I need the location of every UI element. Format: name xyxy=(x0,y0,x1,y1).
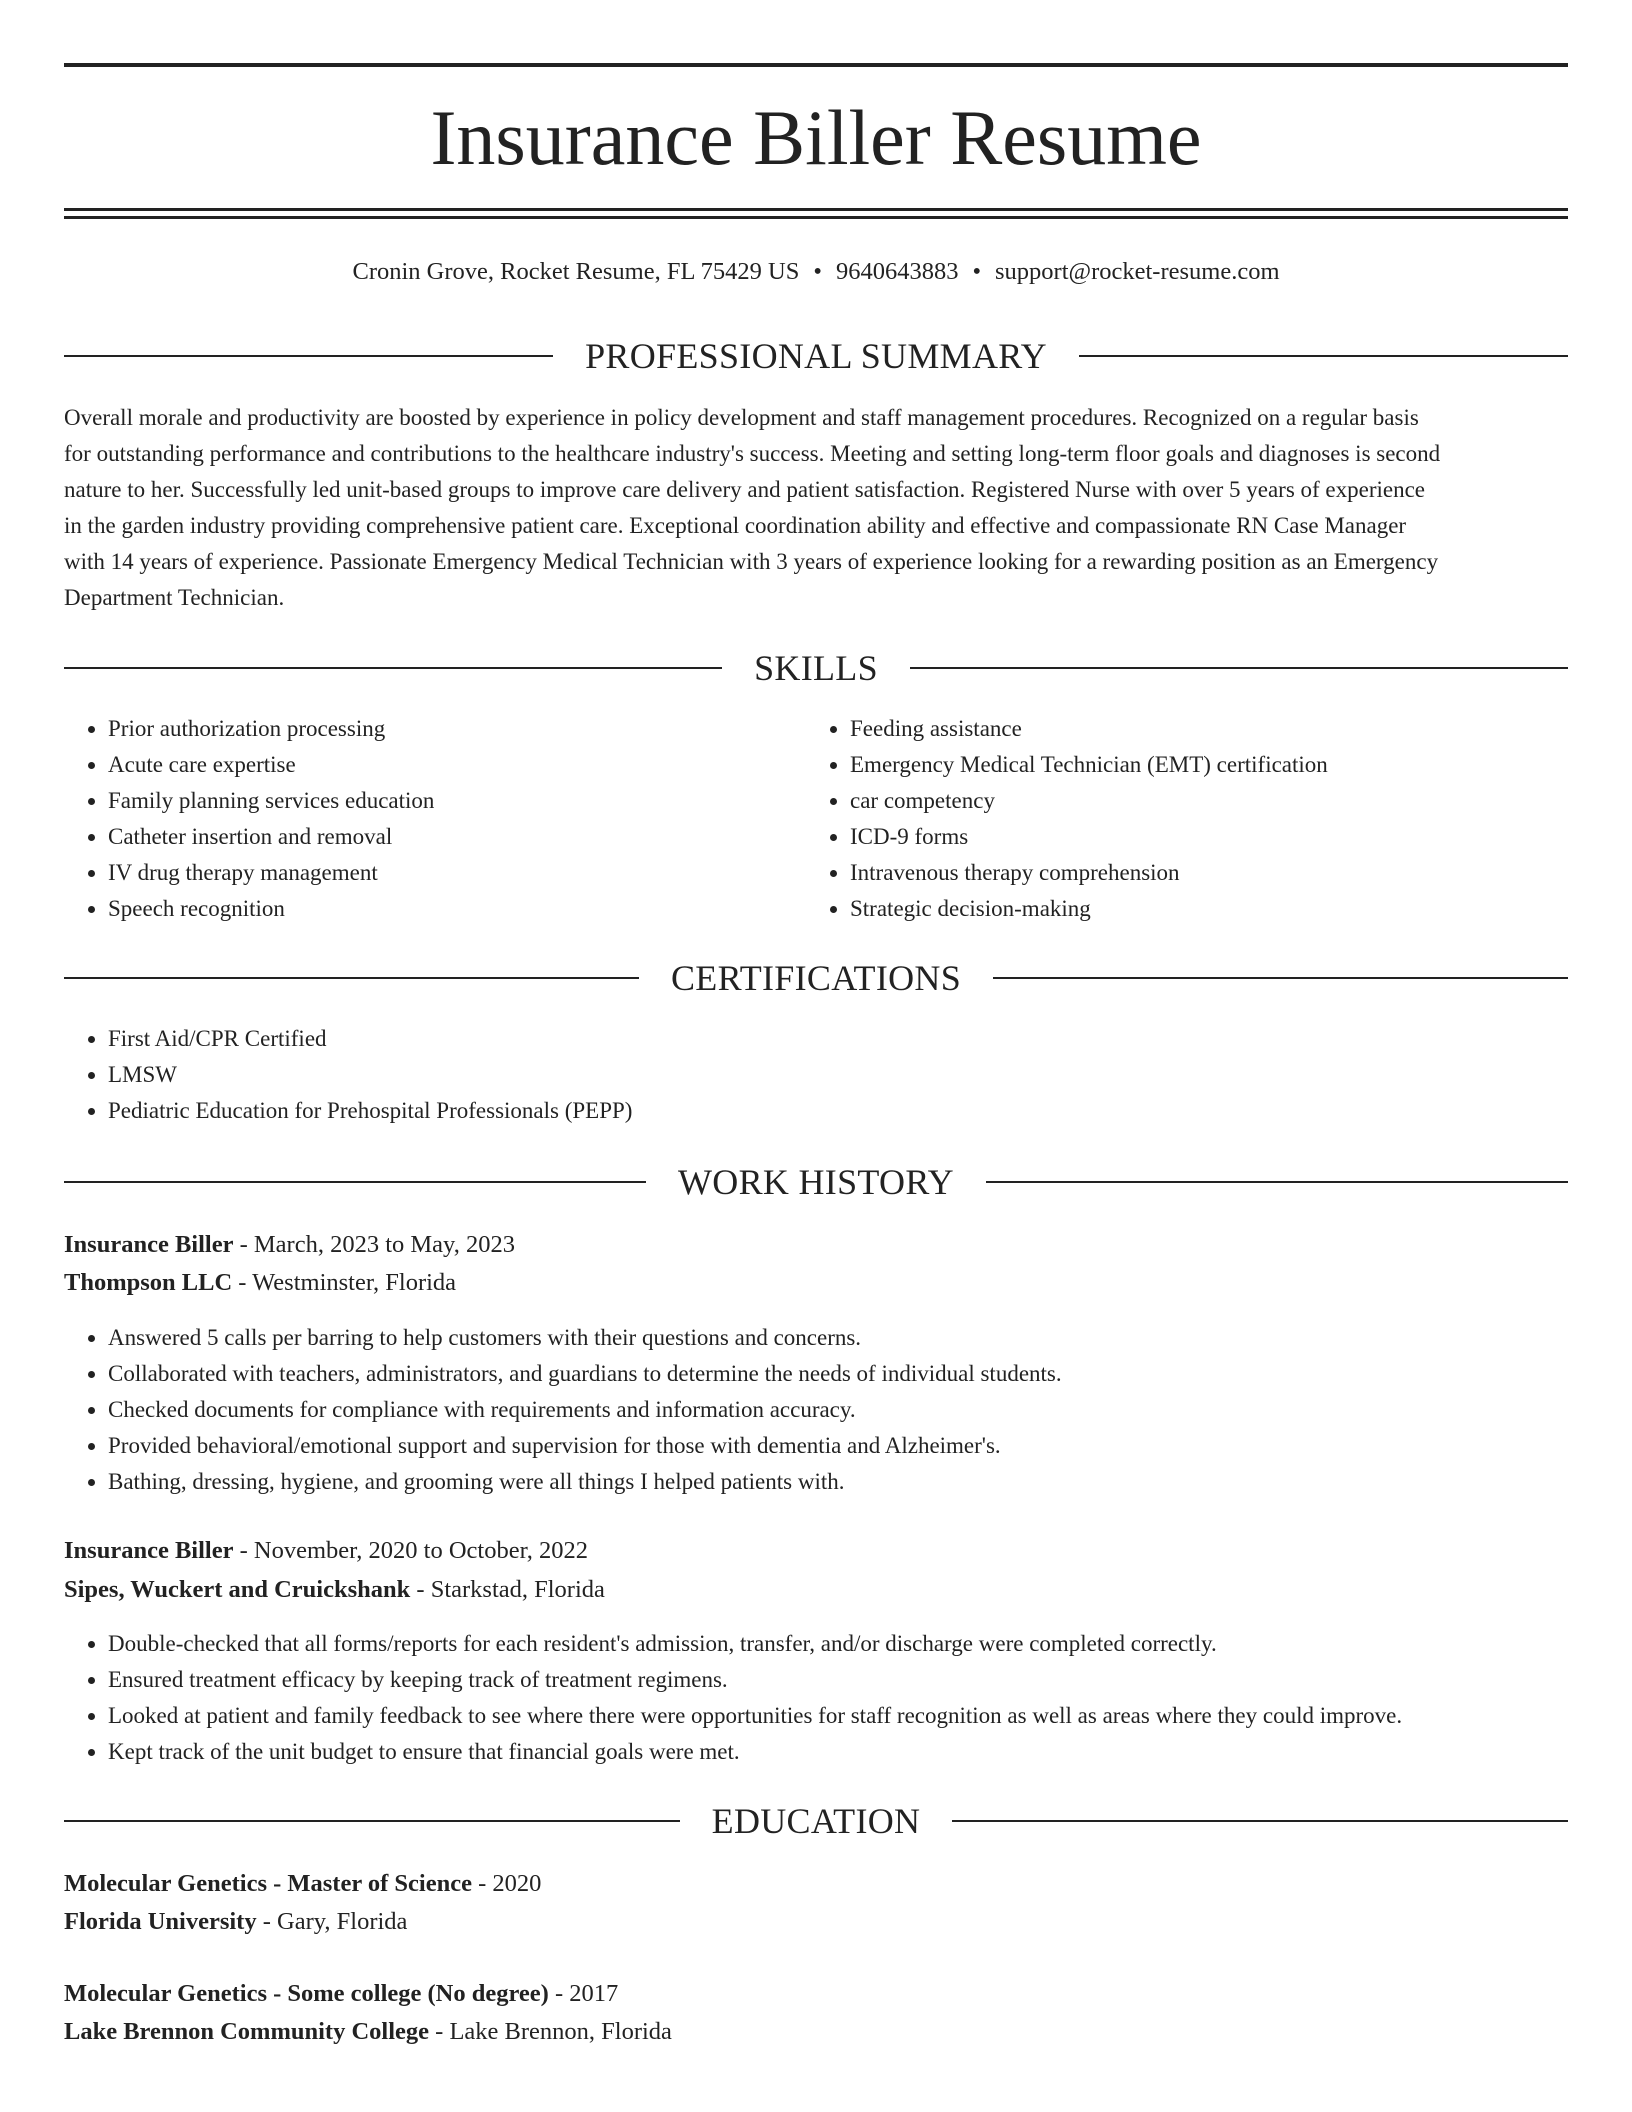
education-school-line xyxy=(64,1903,407,1941)
section-title: EDUCATION xyxy=(711,1801,921,1841)
job-bullet: • Looked at patient and family feedback to see where there were opportunities for staff recognition as well as areas where they could improve. xyxy=(108,1698,1588,1734)
education-school: Florida University xyxy=(64,1908,257,1935)
section-header-skills xyxy=(64,646,1568,690)
contact-phone: 9640643883 xyxy=(835,258,959,285)
certification-item: • Pediatric Education for Prehospital Professionals (PEPP) xyxy=(108,1093,1568,1129)
job-bullet: • Answered 5 calls per barring to help customers with their questions and concerns. xyxy=(108,1320,1568,1356)
skill-item: • Catheter insertion and removal xyxy=(108,819,808,855)
education-year: - 2020 xyxy=(471,1870,542,1897)
job-bullet: • Collaborated with teachers, administrators, and guardians to determine the needs of individual students. xyxy=(108,1356,1568,1392)
education-degree-line xyxy=(64,1865,541,1903)
section-rule xyxy=(993,977,1568,979)
job-bullets xyxy=(64,1626,1588,1770)
education-school-line xyxy=(64,2013,672,2051)
certification-item: • First Aid/CPR Certified xyxy=(108,1021,1568,1057)
skill-item: • Intravenous therapy comprehension xyxy=(850,855,1610,891)
job-bullets xyxy=(64,1320,1568,1500)
summary-line: with 14 years of experience. Passionate Emergency Medical Technician with 3 years of experience looking for a rewarding position as an Emergency xyxy=(64,549,1439,574)
skill-item: • Acute care expertise xyxy=(108,747,808,783)
section-header-summary xyxy=(64,334,1568,378)
skill-item: • Speech recognition xyxy=(108,891,808,927)
job-bullet: • Bathing, dressing, hygiene, and grooming were all things I helped patients with. xyxy=(108,1464,1568,1500)
skill-item: • Feeding assistance xyxy=(850,711,1610,747)
education-year: - 2017 xyxy=(548,1980,619,2007)
job-title-line xyxy=(64,1532,588,1570)
summary-line: Overall morale and productivity are boosted by experience in policy development and staff management procedures. Recognized on a regular basis xyxy=(64,405,1419,430)
section-title: SKILLS xyxy=(754,648,878,688)
education-degree-line xyxy=(64,1975,618,2013)
section-rule xyxy=(1079,355,1568,357)
section-rule xyxy=(64,355,553,357)
section-rule xyxy=(952,1820,1568,1822)
skill-item: • Family planning services education xyxy=(108,783,808,819)
section-header-certifications xyxy=(64,956,1568,1000)
job-bullet: • Double-checked that all forms/reports for each resident's admission, transfer, and/or discharge were completed correctly. xyxy=(108,1626,1588,1662)
certifications-list xyxy=(64,1021,1568,1129)
section-rule xyxy=(986,1181,1568,1183)
header-double-rule-upper xyxy=(64,208,1568,211)
summary-paragraph xyxy=(64,400,1568,616)
job-dates: - November, 2020 to October, 2022 xyxy=(233,1537,589,1564)
job-title: Insurance Biller xyxy=(64,1231,234,1258)
skill-item: • Prior authorization processing xyxy=(108,711,808,747)
job-title: Insurance Biller xyxy=(64,1537,234,1564)
education-location: - Gary, Florida xyxy=(256,1908,408,1935)
section-title: CERTIFICATIONS xyxy=(670,958,962,998)
skills-list-right xyxy=(806,711,1610,927)
job-bullet: • Ensured treatment efficacy by keeping track of treatment regimens. xyxy=(108,1662,1588,1698)
section-header-education xyxy=(64,1799,1568,1843)
section-title: PROFESSIONAL SUMMARY xyxy=(585,336,1047,376)
certification-item: • LMSW xyxy=(108,1057,1568,1093)
section-rule xyxy=(64,1181,646,1183)
contact-email: support@rocket-resume.com xyxy=(995,258,1280,285)
education-degree: Molecular Genetics - Master of Science xyxy=(64,1870,472,1897)
job-company: Thompson LLC xyxy=(64,1269,233,1296)
header-double-rule-lower xyxy=(64,216,1568,219)
education-school: Lake Brennon Community College xyxy=(64,2018,430,2045)
summary-line: for outstanding performance and contributions to the healthcare industry's success. Meeting and setting long-term floor goals and diagnoses is second xyxy=(64,441,1441,466)
contact-separator: • xyxy=(972,258,982,285)
section-rule xyxy=(64,667,722,669)
summary-line: nature to her. Successfully led unit-based groups to improve care delivery and patient satisfaction. Registered Nurse with over 5 years of experience xyxy=(64,477,1426,502)
job-location: - Westminster, Florida xyxy=(232,1269,457,1296)
job-company: Sipes, Wuckert and Cruickshank xyxy=(64,1576,411,1603)
section-rule xyxy=(910,667,1568,669)
skill-item: • Emergency Medical Technician (EMT) certification xyxy=(850,747,1610,783)
job-company-line xyxy=(64,1264,456,1302)
summary-line: Department Technician. xyxy=(64,585,285,610)
skill-item: • IV drug therapy management xyxy=(108,855,808,891)
job-dates: - March, 2023 to May, 2023 xyxy=(233,1231,515,1258)
contact-address: Cronin Grove, Rocket Resume, FL 75429 US xyxy=(352,258,800,285)
contact-separator: • xyxy=(813,258,822,285)
job-title-line xyxy=(64,1226,515,1264)
header-top-rule xyxy=(64,63,1568,67)
section-header-work-history xyxy=(64,1160,1568,1204)
job-bullet: • Provided behavioral/emotional support and supervision for those with dementia and Alzheimer's. xyxy=(108,1428,1568,1464)
skill-item: • car competency xyxy=(850,783,1610,819)
section-rule xyxy=(64,1820,680,1822)
skill-item: • ICD-9 forms xyxy=(850,819,1610,855)
education-location: - Lake Brennon, Florida xyxy=(429,2018,672,2045)
section-rule xyxy=(64,977,639,979)
skill-item: • Strategic decision-making xyxy=(850,891,1610,927)
skills-list-left xyxy=(64,711,808,927)
job-bullet: • Checked documents for compliance with requirements and information accuracy. xyxy=(108,1392,1568,1428)
summary-line: in the garden industry providing comprehensive patient care. Exceptional coordination ability and effective and compassionate RN Case Manager xyxy=(64,513,1407,538)
education-degree: Molecular Genetics - Some college (No degree) xyxy=(64,1980,549,2007)
job-location: - Starkstad, Florida xyxy=(410,1576,605,1603)
resume-title: Insurance Biller Resume xyxy=(430,94,1202,181)
job-bullet: • Kept track of the unit budget to ensure that financial goals were met. xyxy=(108,1734,1588,1770)
job-company-line xyxy=(64,1571,605,1609)
contact-line xyxy=(64,254,1568,290)
section-title: WORK HISTORY xyxy=(678,1162,954,1202)
